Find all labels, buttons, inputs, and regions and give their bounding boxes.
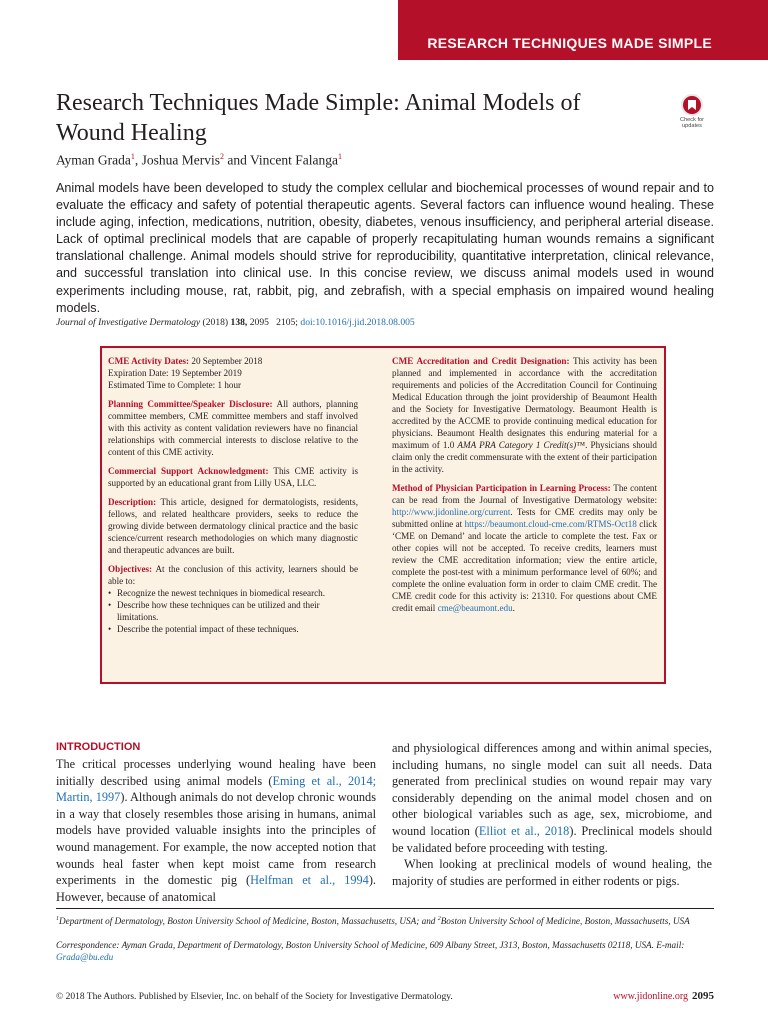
author-affiliation-sup: 1 — [338, 152, 343, 161]
body-text: and physiological differences among and within animal species, including humans, no single model can suit all needs. Data generated from preclinical studies on wound repair may vary considerably depending on the animal model chosen and on other biological variables such as age, sex, microbiome, and wound location ( — [392, 741, 712, 838]
cme-expiration: Expiration Date: 19 September 2019 — [108, 368, 242, 378]
banner-label: RESEARCH TECHNIQUES MADE SIMPLE — [427, 35, 712, 51]
continued-paragraph — [392, 740, 712, 856]
cme-accreditation-end: ™. Physicians should claim only the credit commensurate with the extent of their participation in the activity. — [392, 440, 657, 474]
cme-method-heading: Method of Physician Participation in Learning Process: — [392, 483, 611, 493]
citation-year: (2018) — [202, 317, 229, 328]
list-item: • Describe how these techniques can be utilized and their limitations. — [108, 599, 358, 623]
cme-description-block — [108, 496, 358, 556]
author-list — [56, 152, 342, 169]
affiliation-text: Department of Dermatology, Boston University School of Medicine, Boston, Massachusetts, USA; and — [59, 916, 438, 927]
cme-accreditation-heading: CME Accreditation and Credit Designation: — [392, 356, 570, 366]
author-separator: and — [223, 152, 250, 168]
cloud-cme-link[interactable]: https://beaumont.cloud-cme.com/RTMS-Oct18 — [464, 519, 637, 529]
doi-link[interactable]: doi:10.1016/j.jid.2018.08.005 — [300, 317, 415, 328]
author-name[interactable]: Vincent Falanga — [249, 152, 339, 168]
cme-right-column — [392, 355, 657, 621]
author-affiliation-sup: 1 — [130, 152, 135, 161]
cme-dates-heading: CME Activity Dates: — [108, 356, 190, 366]
citation-pages: 2095 2105; — [249, 317, 298, 328]
affiliation-footnote — [56, 914, 714, 928]
copyright-line: © 2018 The Authors. Published by Elsevier, Inc. on behalf of the Society for Investigative Dermatology. — [56, 992, 453, 1002]
author-name[interactable]: Ayman Grada — [56, 152, 131, 168]
affiliation-sup: 2 — [437, 916, 441, 922]
citation-line — [56, 317, 415, 328]
check-label-line2: updates — [682, 123, 702, 129]
affiliation-sup: 1 — [56, 916, 59, 922]
cme-estimated-time: Estimated Time to Complete: 1 hour — [108, 380, 242, 390]
cme-method-text: . Tests for CME credits may only be submitted online at — [392, 507, 657, 529]
section-banner — [398, 0, 768, 60]
author-separator: , — [134, 152, 142, 168]
body-text: The critical processes underlying wound healing have been initially described using animal models ( — [56, 757, 376, 788]
body-left-column — [56, 740, 376, 905]
article-title: Research Techniques Made Simple: Animal Models of Wound Healing — [56, 90, 581, 146]
cme-objectives-heading: Objectives: — [108, 564, 153, 574]
cme-commercial-text: This CME activity is supported by an educational grant from Lilly USA, LLC. — [108, 466, 358, 488]
reference-link[interactable]: Eming et al., 2014; Martin, 1997 — [56, 773, 377, 805]
citation-volume: 138, — [230, 317, 248, 328]
bookmark-icon — [681, 94, 703, 116]
cme-description-heading: Description: — [108, 497, 157, 507]
bookmark-glyph — [688, 100, 696, 110]
cme-planning-heading: Planning Committee/Speaker Disclosure: — [108, 399, 273, 409]
page-number: 2095 — [692, 990, 714, 1002]
list-item: • Describe the potential impact of these techniques. — [108, 623, 358, 635]
jid-current-link[interactable]: http://www.jidonline.org/current — [392, 507, 511, 517]
reference-link[interactable]: Helfman et al., 1994 — [250, 873, 369, 888]
cme-left-column — [108, 355, 358, 635]
cme-objectives-text: At the conclusion of this activity, learners should be able to: — [108, 564, 358, 586]
correspondence-footnote — [56, 940, 714, 964]
cme-accreditation-text: This activity has been planned and implemented in accordance with the accreditation requirements and policies of the Accreditation Council for Continuing Medical Education through the joint providership of Beaumont Health and the Society for Investigative Dermatology. Beaumont Health is accredited by the ACCME to provide continuing medical education for physicians. Beaumont Health designates this enduring material for a maximum of 1.0 — [392, 356, 657, 450]
cme-description-text: This article, designed for dermatologists, residents, fellows, and related healthcare providers, seeks to reduce the growing divide between dermatology clinical practice and the basic science/current research methodologies on which many diagnostic and therapeutic advances are built. — [108, 497, 358, 555]
cme-commercial-heading: Commercial Support Acknowledgment: — [108, 466, 269, 476]
preclinical-paragraph: When looking at preclinical models of wound healing, the majority of studies are performed in either rodents or pigs. — [392, 857, 712, 888]
cme-objectives-block — [108, 563, 358, 587]
cme-method-text: The content can be read from the Journal of Investigative Dermatology website: — [392, 483, 657, 505]
body-text: ). Preclinical models should be validated before proceeding with testing. — [392, 823, 713, 855]
cme-objectives-list — [108, 587, 358, 635]
section-heading-introduction: INTRODUCTION — [56, 741, 141, 753]
correspondence-email-link[interactable]: Grada@bu.edu — [56, 951, 114, 962]
check-for-updates-label — [680, 117, 704, 129]
author-name[interactable]: Joshua Mervis — [141, 152, 220, 168]
page-footer-right — [613, 990, 714, 1002]
cme-planning-block — [108, 398, 358, 458]
journal-name: Journal of Investigative Dermatology — [56, 317, 201, 328]
cme-accreditation-block — [392, 355, 657, 475]
body-right-column — [392, 740, 712, 889]
affiliation-text: Boston University School of Medicine, Boston, Massachusetts, USA — [440, 916, 690, 927]
cme-commercial-block — [108, 465, 358, 489]
check-for-updates-button[interactable] — [674, 94, 710, 132]
cme-email-link[interactable]: cme@beaumont.edu — [437, 603, 513, 613]
author-affiliation-sup: 2 — [219, 152, 224, 161]
cme-planning-text: All authors, planning committee members, CME committee members and staff involved with this activity as content validation reviewers have no financial relationships with commercial interests to disclose relative to the content of this CME activity. — [108, 399, 359, 457]
reference-link[interactable]: Elliot et al., 2018 — [478, 823, 570, 838]
body-text: ). However, because of anatomical — [56, 873, 376, 904]
intro-paragraph — [56, 756, 376, 905]
cme-method-block — [392, 482, 657, 614]
list-item: • Recognize the newest techniques in biomedical research. — [108, 587, 358, 599]
cme-method-end: . — [512, 603, 515, 613]
cme-dates-block — [108, 355, 358, 391]
cme-dates-value: 20 September 2018 — [189, 356, 263, 366]
cme-method-text: click ‘CME on Demand’ and locate the article to complete the test. Fax or other copies will not be accepted. To receive credits, learners must review the CME accreditation information; view the entire article, complete the post-test with a minimum performance level of 60%; and complete the online evaluation form in order to claim CME credit. The CME credit code for this activity is: 21310. For questions about CME credit email — [392, 519, 658, 613]
cme-credit-italic: AMA PRA Category 1 Credit(s) — [457, 440, 577, 450]
cme-info-box — [100, 346, 666, 684]
check-label-line1: Check for — [680, 117, 704, 123]
abstract: Animal models have been developed to study the complex cellular and biochemical processes of wound repair and to evaluate the efficacy and safety of potential therapeutic agents. Several factors can influence wound healing. These include aging, infection, medications, nutrition, obesity, diabetes, venous insufficiency, and peripheral arterial disease. Lack of optimal preclinical models that are capable of properly recapitulating human wounds remains a significant translational challenge. Animal models should strive for reproducibility, quantitative interpretation, clinical relevance, and successful translation into clinical use. In this concise review, we discuss animal models used in wound experiments including mouse, rat, rabbit, pig, and zebrafish, with a special emphasis on impaired wound healing models. — [56, 181, 714, 315]
body-text: ). Although animals do not develop chronic wounds in a way that closely resembles those arising in humans, animal models have provided valuable insights into the principles of wound management. For example, the now accepted notion that wounds heal faster when kept moist came from research experiments in the domestic pig ( — [56, 790, 376, 888]
correspondence-text: Correspondence: Ayman Grada, Department of Dermatology, Boston University School of Medicine, 609 Albany Street, J313, Boston, Massachusetts 02118, USA. E-mail: — [56, 940, 685, 950]
footnote-divider — [56, 908, 714, 909]
journal-website-link[interactable]: www.jidonline.org — [613, 991, 688, 1002]
